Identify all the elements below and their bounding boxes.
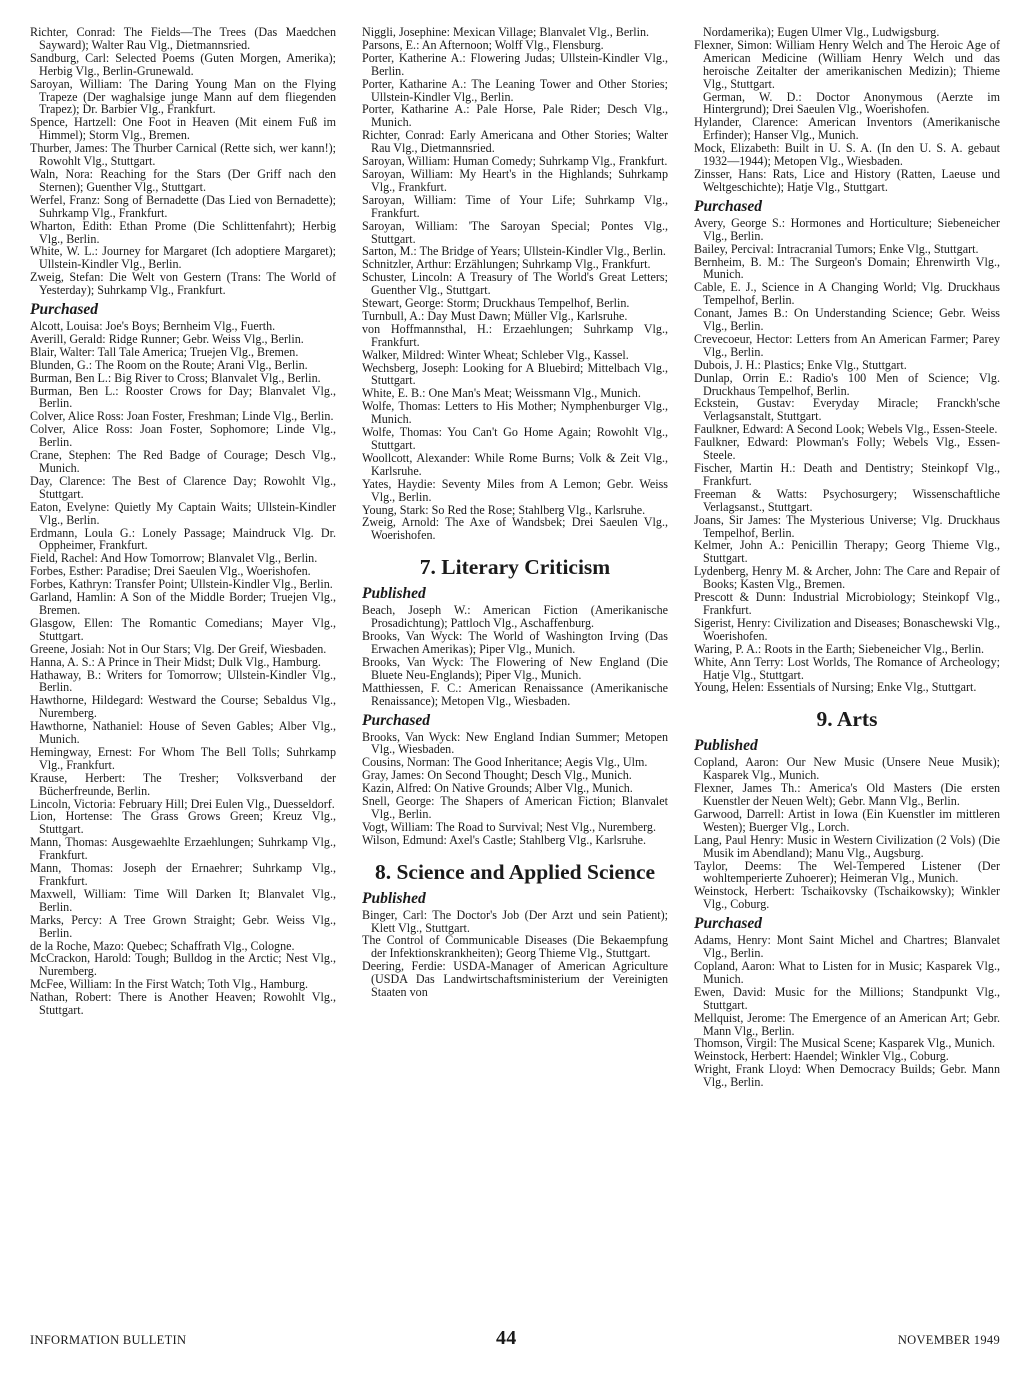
bibliography-entry: Hemingway, Ernest: For Whom The Bell Tolls; Suhrkamp Vlg., Frankfurt.: [30, 744, 336, 772]
bibliography-entry: Hawthorne, Hildegard: Westward the Course; Sebaldus Vlg., Nuremberg.: [30, 693, 336, 721]
bibliography-entry: Copland, Aaron: Our New Music (Unsere Neue Musik); Kasparek Vlg., Munich.: [694, 755, 1000, 783]
bibliography-entry: Maxwell, William: Time Will Darken It; Blanvalet Vlg., Berlin.: [30, 886, 336, 914]
bibliography-entry: Glasgow, Ellen: The Romantic Comedians; Mayer Vlg., Stuttgart.: [30, 615, 336, 643]
section-heading-science: 8. Science and Applied Science: [374, 859, 656, 884]
bibliography-entry: Parsons, E.: An Afternoon; Wolff Vlg., Flensburg.: [362, 37, 604, 52]
bibliography-entry: Garland, Hamlin: A Son of the Middle Border; Truejen Vlg., Bremen.: [30, 590, 336, 617]
entries-list: [694, 116, 1000, 193]
entries-list: [30, 320, 336, 1017]
bibliography-entry: Sandburg, Carl: Selected Poems (Guten Morgen, Amerika); Herbig Vlg., Berlin-Grunewald.: [30, 50, 336, 78]
bibliography-entry: Matthiessen, F. C.: American Renaissance (Amerikanische Renaissance); Metopen Vlg., Wiesbaden.: [362, 680, 668, 708]
bibliography-entry: Thurber, James: The Thurber Carnical (Rette sich, wer kann!); Rowohlt Vlg., Stuttgart.: [30, 141, 336, 169]
bibliography-entry: Ewen, David: Music for the Millions; Standpunkt Vlg., Stuttgart.: [694, 984, 1000, 1012]
purchased-heading: Purchased: [694, 915, 763, 933]
bibliography-entry: Snell, George: The Shapers of American Fiction; Blanvalet Vlg., Berlin.: [362, 794, 668, 821]
bibliography-entry: Brooks, Van Wyck: The World of Washington Irving (Das Erwachen Amerikas); Piper Vlg., Munich.: [362, 629, 668, 656]
bibliography-entry: Mann, Thomas: Joseph der Ernaehrer; Suhrkamp Vlg., Frankfurt.: [30, 861, 336, 888]
bibliography-entry: Wechsberg, Joseph: Looking for A Bluebird; Mittelbach Vlg., Stuttgart.: [362, 360, 668, 388]
bibliography-entry: Flexner, Simon: William Henry Welch and The Heroic Age of American Medicine (William Henry Welch und das heroische Zeitalter der amerikanischen Medizin); Thieme Vlg., Stuttgart.: [694, 37, 1000, 91]
bibliography-entry: Cable, E. J., Science in A Changing World; Vlg. Druckhaus Tempelhof, Berlin.: [694, 280, 1000, 308]
bibliography-entry: Greene, Josiah: Not in Our Stars; Vlg. Der Greif, Wiesbaden.: [30, 641, 327, 656]
bibliography-entry: White, W. L.: Journey for Margaret (Ich adoptiere Margaret); Ullstein-Kindler Vlg., Berlin.: [30, 244, 336, 272]
bibliography-entry: White, Ann Terry: Lost Worlds, The Romance of Archeology; Hatje Vlg., Stuttgart.: [694, 654, 1000, 682]
bibliography-entry: Binger, Carl: The Doctor's Job (Der Arzt und sein Patient); Klett Vlg., Stuttgart.: [362, 907, 668, 935]
bibliography-entry: Waring, P. A.: Roots in the Earth; Siebeneicher Vlg., Berlin.: [694, 641, 985, 656]
bibliography-entry: Saroyan, William: 'The Saroyan Special; Pontes Vlg., Stuttgart.: [362, 218, 668, 246]
entries-list: [362, 909, 668, 999]
bibliography-entry: Garwood, Darrell: Artist in Iowa (Ein Kuenstler im mittleren Westen); Buerger Vlg., Lorch.: [694, 806, 1000, 834]
bibliography-entry: Brooks, Van Wyck: New England Indian Summer; Metopen Vlg., Wiesbaden.: [362, 729, 668, 757]
bibliography-entry: The Control of Communicable Diseases (Die Bekaempfung der Infektionskrankheiten); Georg Thieme Vlg., Stuttgart.: [362, 933, 668, 961]
bibliography-entry: White, E. B.: One Man's Meat; Weissmann Vlg., Munich.: [362, 386, 641, 401]
bibliography-entry: Copland, Aaron: What to Listen for in Music; Kasparek Vlg., Munich.: [694, 959, 1000, 986]
bibliography-entry: Wolfe, Thomas: You Can't Go Home Again; Rowohlt Vlg., Stuttgart.: [362, 425, 668, 452]
bibliography-entry: Spence, Hartzell: One Foot in Heaven (Mit einem Fuß im Himmel); Storm Vlg., Bremen.: [30, 115, 336, 143]
bibliography-entry: Fischer, Martin H.: Death and Dentistry; Steinkopf Vlg., Frankfurt.: [694, 461, 1000, 488]
bibliography-entry: Saroyan, William: The Daring Young Man on the Flying Trapeze (Der waghalsige junge Mann auf dem fliegenden Trapez); Dr. Barbier Vlg., Frankfurt.: [30, 76, 336, 117]
bibliography-entry: Porter, Katherine A.: Flowering Judas; Ullstein-Kindler Vlg., Berlin.: [362, 50, 668, 78]
footer-date: NOVEMBER 1949: [897, 1333, 1000, 1347]
bibliography-entry: Nathan, Robert: There is Another Heaven; Rowohlt Vlg., Stuttgart.: [30, 990, 336, 1018]
entries-list: [694, 756, 1000, 911]
bibliography-entry: Mock, Elizabeth: Built in U. S. A. (In den U. S. A. gebaut 1932—1944); Metopen Vlg., Wiesbaden.: [694, 141, 1000, 169]
bibliography-entry: Dunlap, Orrin E.: Radio's 100 Men of Science; Vlg. Druckhaus Tempelhof, Berlin.: [694, 370, 1000, 398]
bibliography-entry: Hanna, A. S.: A Prince in Their Midst; Dulk Vlg., Hamburg.: [30, 654, 321, 669]
bibliography-entry: Colver, Alice Ross: Joan Foster, Freshman; Linde Vlg., Berlin.: [30, 409, 334, 424]
bibliography-entry: Wilson, Edmund: Axel's Castle; Stahlberg Vlg., Karlsruhe.: [362, 832, 647, 847]
bibliography-entry: Avery, George S.: Hormones and Horticulture; Siebeneicher Vlg., Berlin.: [694, 215, 1000, 243]
published-heading: Published: [362, 585, 426, 603]
published-heading: Published: [694, 737, 758, 755]
bibliography-entry: Lang, Paul Henry: Music in Western Civilization (2 Vols) (Die Musik im Abendland); Manu Vlg., Augsburg.: [694, 832, 1000, 860]
bibliography-entry: Beach, Joseph W.: American Fiction (Amerikanische Prosadichtung); Pattloch Vlg., Aschaffenburg.: [362, 603, 668, 631]
bibliography-entry: McFee, William: In the First Watch; Toth Vlg., Hamburg.: [30, 977, 309, 992]
bibliography-entry: Joans, Sir James: The Mysterious Universe; Vlg. Druckhaus Tempelhof, Berlin.: [694, 512, 1000, 540]
bibliography-entry: Thomson, Virgil: The Musical Scene; Kasparek Vlg., Munich.: [694, 1036, 996, 1051]
bibliography-entry: Schuster, Lincoln: A Treasury of The World's Great Letters; Guenther Vlg., Stuttgart.: [362, 270, 668, 298]
entries-list: [694, 217, 1000, 695]
bibliography-entry: Porter, Katharine A.: The Leaning Tower and Other Stories; Ullstein-Kindler Vlg., Berlin.: [362, 76, 668, 104]
bibliography-entry: Wolfe, Thomas: Letters to His Mother; Nymphenburger Vlg., Munich.: [362, 399, 668, 427]
bibliography-entry: de la Roche, Mazo: Quebec; Schaffrath Vlg., Cologne.: [30, 938, 295, 953]
purchased-heading: Purchased: [362, 711, 431, 729]
bibliography-entry: Forbes, Kathryn: Transfer Point; Ullstein-Kindler Vlg., Berlin.: [30, 577, 333, 592]
bibliography-entry: Mellquist, Jerome: The Emergence of an American Art; Gebr. Mann Vlg., Berlin.: [694, 1010, 1000, 1038]
bibliography-entry: Erdmann, Loula G.: Lonely Passage; Maindruck Vlg. Dr. Oppheimer, Frankfurt.: [30, 525, 336, 553]
bibliography-entry: Zinsser, Hans: Rats, Lice and History (Ratten, Laeuse und Weltgeschichte); Hatje Vlg., Stuttgart.: [694, 166, 1000, 194]
bibliography-entry: Woollcott, Alexander: While Rome Burns; Volk & Zeit Vlg., Karlsruhe.: [362, 450, 668, 478]
bibliography-entry: Bailey, Percival: Intracranial Tumors; Enke Vlg., Stuttgart.: [694, 241, 979, 256]
bibliography-entry: Forbes, Esther: Paradise; Drei Saeulen Vlg., Woerishofen.: [30, 564, 311, 579]
purchased-heading: Purchased: [30, 301, 99, 319]
bibliography-entry: Freeman & Watts: Psychosurgery; Wissenschaftliche Verlagsanst., Stuttgart.: [694, 486, 1000, 514]
bibliography-entry: Conant, James B.: On Understanding Science; Gebr. Weiss Vlg., Berlin.: [694, 306, 1000, 334]
bibliography-entry: Wharton, Edith: Ethan Prome (Die Schlittenfahrt); Herbig Vlg., Berlin.: [30, 218, 336, 246]
bibliography-entry: Eaton, Evelyne: Quietly My Captain Waits; Ullstein-Kindler Vlg., Berlin.: [30, 499, 336, 527]
bibliography-entry: Field, Rachel: And How Tomorrow; Blanvalet Vlg., Berlin.: [30, 551, 318, 566]
bibliography-entry: Blunden, G.: The Room on the Route; Arani Vlg., Berlin.: [30, 357, 308, 372]
purchased-heading: Purchased: [694, 197, 763, 215]
bibliography-entry: Taylor, Deems: The Wel-Tempered Listener (Der wohltemperierte Zuhoerer); Heimeran Vlg., Munich.: [694, 858, 1000, 886]
bibliography-entry: Krause, Herbert: The Tresher; Volksverband der Bücherfreunde, Berlin.: [30, 770, 336, 798]
column-3: [694, 26, 1000, 1089]
bibliography-entry: Saroyan, William: Human Comedy; Suhrkamp Vlg., Frankfurt.: [362, 154, 668, 169]
bibliography-entry: Richter, Conrad: Early Americana and Other Stories; Walter Rau Vlg., Dietmannsried.: [362, 128, 668, 156]
bibliography-entry: Kelmer, John A.: Penicillin Therapy; Georg Thieme Vlg., Stuttgart.: [694, 538, 1000, 566]
entries-list: [362, 26, 668, 542]
bibliography-entry: Burman, Ben L.: Big River to Cross; Blanvalet Vlg., Berlin.: [30, 370, 321, 385]
bibliography-entry: Weinstock, Herbert: Haendel; Winkler Vlg., Coburg.: [694, 1049, 949, 1064]
bibliography-entry: Turnbull, A.: Day Must Dawn; Müller Vlg., Karlsruhe.: [362, 308, 628, 323]
bibliography-entry: Crane, Stephen: The Red Badge of Courage; Desch Vlg., Munich.: [30, 448, 336, 475]
page-number: 44: [496, 1327, 517, 1349]
bibliography-entry: Averill, Gerald: Ridge Runner; Gebr. Weiss Vlg., Berlin.: [30, 331, 304, 346]
bibliography-entry: Marks, Percy: A Tree Grown Straight; Gebr. Weiss Vlg., Berlin.: [30, 912, 336, 940]
bibliography-entry: Vogt, William: The Road to Survival; Nest Vlg., Nuremberg.: [362, 819, 656, 834]
bibliography-entry: Zweig, Stefan: Die Welt von Gestern (Trans: The World of Yesterday); Suhrkamp Vlg., Frankfurt.: [30, 270, 336, 298]
bibliography-entry: Weinstock, Herbert: Tschaikovsky (Tschaikowsky); Winkler Vlg., Coburg.: [694, 884, 1000, 912]
section-heading-arts: 9. Arts: [816, 707, 878, 732]
entries-list: [30, 26, 336, 297]
entries-list: [694, 934, 1000, 1089]
bibliography-entry: Prescott & Dunn: Industrial Microbiology; Steinkopf Vlg., Frankfurt.: [694, 590, 1000, 617]
bibliography-entry: Waln, Nora: Reaching for the Stars (Der Griff nach den Sternen); Guenther Vlg., Stuttgart.: [30, 166, 336, 194]
bibliography-entry: Hawthorne, Nathaniel: House of Seven Gables; Alber Vlg., Munich.: [30, 719, 336, 747]
bibliography-entry: Dubois, J. H.: Plastics; Enke Vlg., Stuttgart.: [694, 357, 907, 372]
entries-list: [694, 39, 1000, 91]
bibliography-entry: Blair, Walter: Tall Tale America; Truejen Vlg., Bremen.: [30, 344, 299, 359]
bibliography-entry: Hathaway, B.: Writers for Tomorrow; Ullstein-Kindler Vlg., Berlin.: [30, 667, 336, 695]
column-2: [362, 26, 668, 999]
bibliography-entry: Mann, Thomas: Ausgewaehlte Erzaehlungen; Suhrkamp Vlg., Frankfurt.: [30, 835, 336, 863]
bibliography-entry: Zweig, Arnold: The Axe of Wandsbek; Drei Saeulen Vlg., Woerishofen.: [362, 515, 668, 543]
footer-publication-title: INFORMATION BULLETIN: [30, 1333, 187, 1347]
entries-list: [362, 731, 668, 847]
published-heading: Published: [362, 889, 426, 907]
bibliography-entry: von Hoffmannsthal, H.: Erzaehlungen; Suhrkamp Vlg., Frankfurt.: [362, 321, 668, 349]
bibliography-entry: Saroyan, William: Time of Your Life; Suhrkamp Vlg., Frankfurt.: [362, 192, 668, 220]
bibliography-entry: Bernheim, B. M.: The Surgeon's Domain; Ehrenwirth Vlg., Munich.: [694, 254, 1000, 282]
bibliography-entry: Cousins, Norman: The Good Inheritance; Aegis Vlg., Ulm.: [362, 755, 648, 770]
bibliography-entry: Wright, Frank Lloyd: When Democracy Builds; Gebr. Mann Vlg., Berlin.: [694, 1062, 1000, 1090]
bibliography-entry: Lion, Hortense: The Grass Grows Green; Kreuz Vlg., Stuttgart.: [30, 809, 336, 837]
bibliography-entry: Niggli, Josephine: Mexican Village; Blanvalet Vlg., Berlin.: [362, 25, 650, 39]
bibliography-entry: Lincoln, Victoria: February Hill; Drei Eulen Vlg., Duesseldorf.: [30, 796, 335, 811]
bibliography-entry: Porter, Katharine A.: Pale Horse, Pale Rider; Desch Vlg., Munich.: [362, 102, 668, 130]
bibliography-entry: Schnitzler, Arthur: Erzählungen; Suhrkamp Vlg., Frankfurt.: [362, 257, 651, 272]
bibliography-entry: Lydenberg, Henry M. & Archer, John: The Care and Repair of Books; Kasten Vlg., Bremen.: [694, 564, 1000, 592]
bibliography-entry: Alcott, Louisa: Joe's Boys; Bernheim Vlg., Fuerth.: [30, 319, 276, 334]
bibliography-entry: Young, Helen: Essentials of Nursing; Enke Vlg., Stuttgart.: [694, 680, 977, 695]
bibliography-entry: Faulkner, Edward: Plowman's Folly; Webels Vlg., Essen-Steele.: [694, 435, 1000, 463]
bibliography-entry: Saroyan, William: My Heart's in the Highlands; Suhrkamp Vlg., Frankfurt.: [362, 166, 668, 194]
bibliography-entry: Werfel, Franz: Song of Bernadette (Das Lied von Bernadette); Suhrkamp Vlg., Frankfurt.: [30, 192, 336, 220]
bibliography-entry: Brooks, Van Wyck: The Flowering of New England (Die Bluete Neu-Englands); Piper Vlg., Munich.: [362, 654, 668, 682]
bibliography-entry: Crevecoeur, Hector: Letters from An American Farmer; Parey Vlg., Berlin.: [694, 331, 1000, 359]
bibliography-entry: Day, Clarence: The Best of Clarence Day; Rowohlt Vlg., Stuttgart.: [30, 473, 336, 501]
bibliography-entry: Eckstein, Gustav: Everyday Miracle; Franckh'sche Verlagsanstalt, Stuttgart.: [694, 396, 1000, 424]
bibliography-entry: Stewart, George: Storm; Druckhaus Tempelhof, Berlin.: [362, 296, 630, 311]
bibliography-entry: Burman, Ben L.: Rooster Crows for Day; Blanvalet Vlg., Berlin.: [30, 383, 336, 411]
page-footer: [30, 1327, 1000, 1357]
bibliography-entry: Deering, Ferdie: USDA-Manager of American Agriculture (USDA Das Landwirtschaftsministerium der Vereinigten Staaten von: [362, 959, 668, 1000]
bibliography-entry: McCrackon, Harold: Tough; Bulldog in the Arctic; Nest Vlg., Nuremberg.: [30, 951, 336, 979]
column-1: [30, 26, 336, 1017]
bibliography-entry: Kazin, Alfred: On Native Grounds; Alber Vlg., Munich.: [362, 781, 633, 796]
bibliography-entry: Walker, Mildred: Winter Wheat; Schleber Vlg., Kassel.: [362, 347, 629, 362]
bibliography-entry: Gray, James: On Second Thought; Desch Vlg., Munich.: [362, 768, 632, 783]
bibliography-entry: Adams, Henry: Mont Saint Michel and Chartres; Blanvalet Vlg., Berlin.: [694, 933, 1000, 961]
bibliography-entry: Faulkner, Edward: A Second Look; Webels Vlg., Essen-Steele.: [694, 422, 998, 437]
bibliography-entry: Hylander, Clarence: American Inventors (Amerikanische Erfinder); Hanser Vlg., Munich.: [694, 115, 1000, 143]
bibliography-entry: Yates, Haydie: Seventy Miles from A Lemon; Gebr. Weiss Vlg., Berlin.: [362, 476, 668, 504]
bibliography-entry: Richter, Conrad: The Fields—The Trees (Das Maedchen Sayward); Walter Rau Vlg., Dietmannsried.: [30, 25, 336, 52]
bibliography-entry: Sigerist, Henry: Civilization and Diseases; Bonaschewski Vlg., Woerishofen.: [694, 615, 1000, 643]
entry-subentry: German, W. D.: Doctor Anonymous (Aerzte im Hintergrund); Drei Saeulen Vlg., Woerishofen.: [703, 89, 1000, 117]
bibliography-entry: Sarton, M.: The Bridge of Years; Ullstein-Kindler Vlg., Berlin.: [362, 244, 666, 259]
entries-list: [362, 604, 668, 707]
section-heading-literary-criticism: 7. Literary Criticism: [419, 555, 611, 580]
entry-continuation: Nordamerika); Eugen Ulmer Vlg., Ludwigsburg.: [703, 25, 940, 39]
bibliography-entry: Young, Stark: So Red the Rose; Stahlberg Vlg., Karlsruhe.: [362, 502, 646, 517]
bibliography-entry: Flexner, James Th.: America's Old Masters (Die ersten Kuenstler der Neuen Welt); Gebr. Mann Vlg., Berlin.: [694, 781, 1000, 809]
bibliography-entry: Colver, Alice Ross: Joan Foster, Sophomore; Linde Vlg., Berlin.: [30, 422, 336, 450]
